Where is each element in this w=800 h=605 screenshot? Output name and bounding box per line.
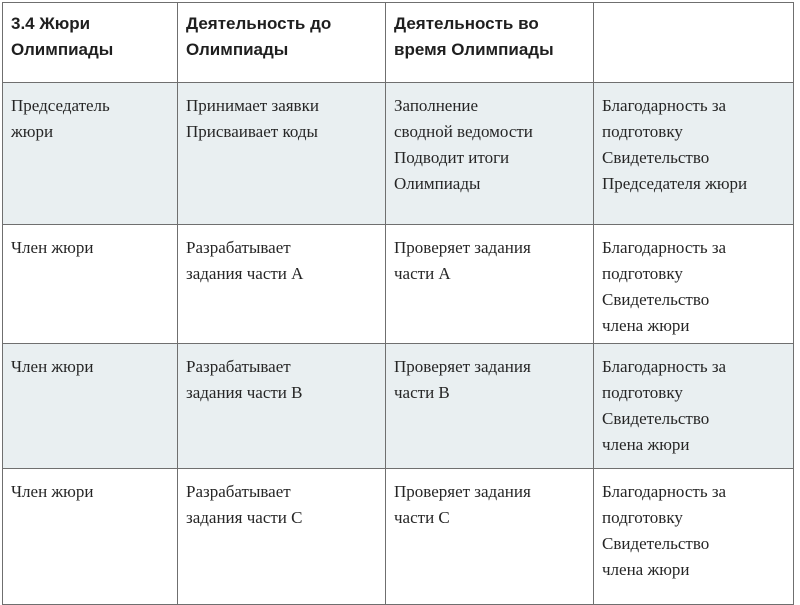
jury-responsibilities-table (2, 2, 794, 605)
table-header-row (3, 3, 794, 83)
cell-text-line: Подводит итоги (394, 148, 510, 167)
cell-text-line: задания части А (186, 264, 304, 283)
header-text-line: Деятельность до (186, 14, 332, 33)
cell-text-line: задания части В (186, 383, 303, 402)
table-row (3, 344, 794, 469)
cell-text-line: Олимпиады (394, 174, 481, 193)
cell-text-line: Заполнение (394, 96, 479, 115)
cell-text-line: части В (394, 383, 450, 402)
header-cell-empty (594, 3, 794, 83)
cell-text-line: Благодарность за (602, 482, 727, 501)
header-text-line: Олимпиады (11, 40, 114, 59)
table-cell-role (3, 83, 178, 225)
cell-text-line: Благодарность за (602, 357, 727, 376)
header-text-line: Деятельность во (394, 14, 539, 33)
jury-table-container (2, 2, 793, 600)
table-cell-reward (594, 344, 794, 469)
table-cell-role (3, 344, 178, 469)
cell-text-line: подготовку (602, 383, 683, 402)
cell-text-line: жюри (11, 122, 54, 141)
header-cell-before (178, 3, 386, 83)
cell-text-line: задания части С (186, 508, 303, 527)
table-cell-before (178, 83, 386, 225)
cell-text-line: подготовку (602, 264, 683, 283)
cell-text-line: подготовку (602, 508, 683, 527)
cell-text-line: Член жюри (11, 482, 94, 501)
cell-text-line: Свидетельство (602, 148, 710, 167)
cell-text-line: подготовку (602, 122, 683, 141)
cell-text-line: Проверяет задания (394, 357, 531, 376)
cell-text-line: части С (394, 508, 450, 527)
cell-text-line: Разрабатывает (186, 238, 291, 257)
cell-text-line: Проверяет задания (394, 238, 531, 257)
table-cell-during (386, 225, 594, 344)
cell-text-line: Свидетельство (602, 290, 710, 309)
cell-text-line: Член жюри (11, 357, 94, 376)
cell-text-line: члена жюри (602, 560, 690, 579)
table-cell-reward (594, 83, 794, 225)
table-cell-role (3, 469, 178, 605)
table-row (3, 83, 794, 225)
cell-text-line: Свидетельство (602, 409, 710, 428)
table-cell-before (178, 469, 386, 605)
cell-text-line: Председатель (11, 96, 110, 115)
table-row (3, 469, 794, 605)
table-cell-role (3, 225, 178, 344)
header-cell-jury (3, 3, 178, 83)
cell-text-line: Благодарность за (602, 96, 727, 115)
table-cell-reward (594, 225, 794, 344)
table-row (3, 225, 794, 344)
cell-text-line: Разрабатывает (186, 482, 291, 501)
header-cell-during (386, 3, 594, 83)
cell-text-line: части А (394, 264, 451, 283)
cell-text-line: сводной ведомости (394, 122, 533, 141)
table-cell-before (178, 225, 386, 344)
table-cell-reward (594, 469, 794, 605)
cell-text-line: Благодарность за (602, 238, 727, 257)
cell-text-line: Принимает заявки (186, 96, 319, 115)
cell-text-line: Член жюри (11, 238, 94, 257)
table-cell-during (386, 83, 594, 225)
cell-text-line: Разрабатывает (186, 357, 291, 376)
header-text-line: 3.4 Жюри (11, 14, 91, 33)
cell-text-line: Проверяет задания (394, 482, 531, 501)
cell-text-line: Свидетельство (602, 534, 710, 553)
table-cell-during (386, 469, 594, 605)
header-text-line: время Олимпиады (394, 40, 554, 59)
cell-text-line: члена жюри (602, 316, 690, 335)
table-cell-during (386, 344, 594, 469)
cell-text-line: Присваивает коды (186, 122, 318, 141)
cell-text-line: члена жюри (602, 435, 690, 454)
cell-text-line: Председателя жюри (602, 174, 748, 193)
table-cell-before (178, 344, 386, 469)
header-text-line: Олимпиады (186, 40, 289, 59)
